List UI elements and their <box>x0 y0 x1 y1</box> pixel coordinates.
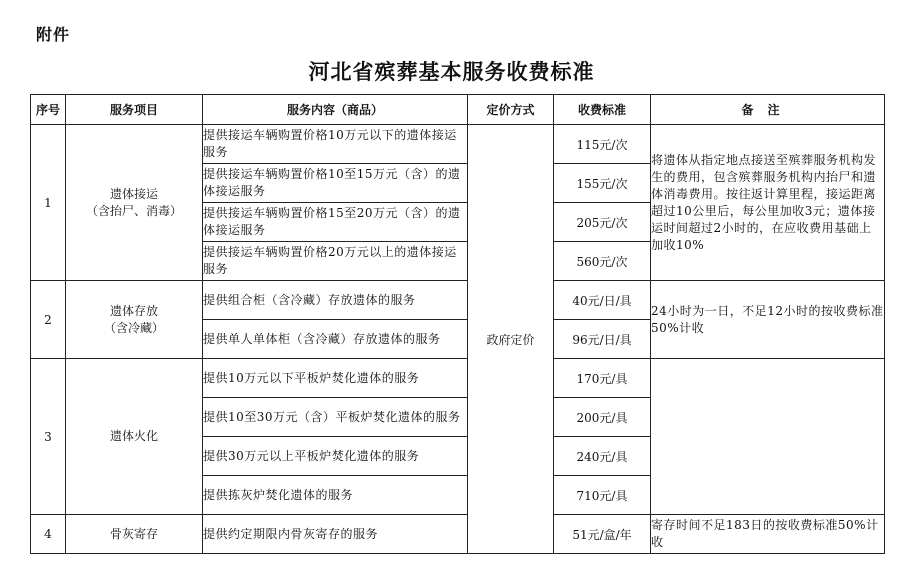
service-content: 提供约定期限内骨灰寄存的服务 <box>203 515 468 554</box>
fee-value: 205元/次 <box>554 203 651 242</box>
service-content: 提供接运车辆购置价格10至15万元（含）的遗体接运服务 <box>203 164 468 203</box>
fee-value: 560元/次 <box>554 242 651 281</box>
service-item <box>66 359 203 515</box>
service-item-name: 遗体火化 <box>109 429 158 443</box>
fee-value: 40元/日/具 <box>554 281 651 320</box>
service-content: 提供10至30万元（含）平板炉焚化遗体的服务 <box>203 398 468 437</box>
fee-value: 240元/具 <box>554 437 651 476</box>
fee-value: 51元/盒/年 <box>554 515 651 554</box>
service-item <box>66 125 203 281</box>
fee-value: 155元/次 <box>554 164 651 203</box>
header-content: 服务内容（商品） <box>203 95 468 125</box>
service-item <box>66 515 203 554</box>
pricing-method: 政府定价 <box>468 125 554 554</box>
fee-standard-table <box>30 94 885 554</box>
service-item-sub: （含冷藏） <box>103 320 164 335</box>
service-content: 提供单人单体柜（含冷藏）存放遗体的服务 <box>203 320 468 359</box>
service-content: 提供10万元以下平板炉焚化遗体的服务 <box>203 359 468 398</box>
fee-value: 96元/日/具 <box>554 320 651 359</box>
header-note: 备注 <box>651 95 885 125</box>
row-number: 2 <box>31 281 66 359</box>
remark: 寄存时间不足183日的按收费标准50%计收 <box>651 515 885 554</box>
remark <box>651 359 885 515</box>
service-content: 提供拣灰炉焚化遗体的服务 <box>203 476 468 515</box>
service-content: 提供接运车辆购置价格15至20万元（含）的遗体接运服务 <box>203 203 468 242</box>
attachment-label: 附件 <box>36 25 71 44</box>
remark: 24小时为一日，不足12小时的按收费标准50%计收 <box>651 281 885 359</box>
service-content: 提供接运车辆购置价格10万元以下的遗体接运服务 <box>203 125 468 164</box>
service-content: 提供30万元以上平板炉焚化遗体的服务 <box>203 437 468 476</box>
service-item-name: 遗体接运 <box>109 186 158 201</box>
header-no: 序号 <box>31 95 66 125</box>
service-content: 提供接运车辆购置价格20万元以上的遗体接运服务 <box>203 242 468 281</box>
row-number: 1 <box>31 125 66 281</box>
table-row <box>31 125 885 164</box>
table-row <box>31 359 885 398</box>
service-item-name: 遗体存放 <box>109 303 158 318</box>
fee-value: 115元/次 <box>554 125 651 164</box>
service-item-name: 骨灰寄存 <box>109 526 158 541</box>
fee-value: 170元/具 <box>554 359 651 398</box>
remark: 将遗体从指定地点接送至殡葬服务机构发生的费用，包含殡葬服务机构内抬尸和遗体消毒费用。按往返计算里程，接运距离超过10公里后，每公里加收3元；遗体接运时间超过2小时的，在应收费用基础上加收10% <box>651 125 885 281</box>
header-fee: 收费标准 <box>554 95 651 125</box>
row-number: 3 <box>31 359 66 515</box>
table-header-row <box>31 95 885 125</box>
header-pricing: 定价方式 <box>468 95 554 125</box>
service-item <box>66 281 203 359</box>
fee-value: 200元/具 <box>554 398 651 437</box>
service-content: 提供组合柜（含冷藏）存放遗体的服务 <box>203 281 468 320</box>
table-row <box>31 281 885 320</box>
header-item: 服务项目 <box>66 95 203 125</box>
service-item-sub: （含抬尸、消毒） <box>85 203 182 218</box>
fee-value: 710元/具 <box>554 476 651 515</box>
page-title: 河北省殡葬基本服务收费标准 <box>308 59 595 84</box>
row-number: 4 <box>31 515 66 554</box>
table-row <box>31 515 885 554</box>
